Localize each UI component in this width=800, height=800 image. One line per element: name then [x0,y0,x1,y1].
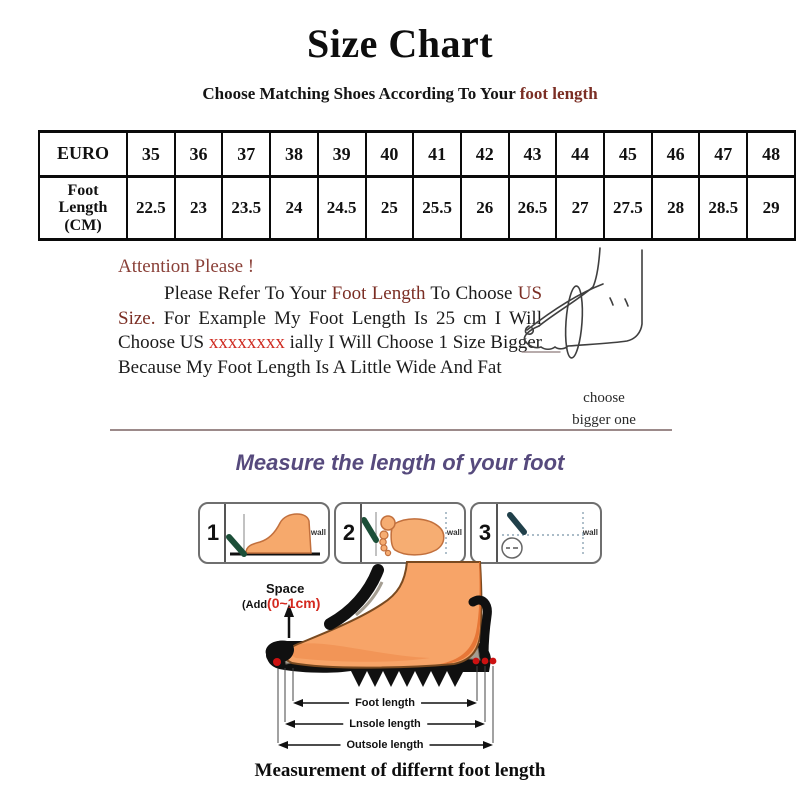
page-title: Size Chart [306,21,494,66]
size-cell: 37 [222,132,270,177]
size-cell: 24 [270,177,318,240]
row-header: Foot Length (CM) [39,177,127,240]
panel-step-1 [198,502,330,564]
outsole-length-label: Outsole length [341,739,430,751]
table-row [39,132,795,177]
subtitle-highlight: foot length [519,84,598,103]
panel2-number: 2 [342,520,356,545]
size-cell: 23.5 [222,177,270,240]
panel3-number: 3 [478,520,492,545]
size-cell: 38 [270,132,318,177]
size-cell: 28.5 [699,177,747,240]
measurement-illustration [230,560,570,760]
attention-segment: Foot Length [331,283,426,304]
attention-heading: Attention Please ! [118,256,255,277]
subtitle [0,84,800,104]
panel2-wall-label: wall [446,528,462,537]
panel2-separator [360,504,362,562]
size-table [38,130,796,241]
attention-segment: ially I Will Choose 1 Size Bigger Because My Foot Length Is A Little Wide And Fat [118,332,543,379]
size-cell: 25.5 [413,177,461,240]
section-divider [110,429,672,431]
size-cell: 41 [413,132,461,177]
size-table-body [39,132,795,240]
space-label-value: (0~1cm) [267,594,321,611]
attention-segment: To Choose [425,283,518,304]
size-cell: 36 [175,132,223,177]
panel1-separator [224,504,226,562]
size-cell: 44 [556,132,604,177]
space-label-line1: Space [266,581,305,596]
size-cell: 26 [461,177,509,240]
space-label [242,582,362,612]
size-cell: 25 [366,177,414,240]
size-cell: 46 [652,132,700,177]
measure-heading: Measure the length of your foot [235,450,565,475]
size-cell: 28 [652,177,700,240]
size-cell: 24.5 [318,177,366,240]
attention-segment: For Example My Foot Length Is 25 cm I Will Choose US [118,307,542,354]
panel-step-3 [470,502,602,564]
table-row [39,177,795,240]
attention-segment: xxxxxxxx [208,332,285,354]
subtitle-text: Choose Matching Shoes According To Your [202,84,520,103]
sketch-caption [545,388,663,432]
space-label-add: (Add [242,598,268,611]
row-header: EURO [39,132,127,177]
panel1-number: 1 [206,520,220,545]
panel-step-2 [334,502,466,564]
attention-paragraph [118,282,542,381]
size-cell: 27.5 [604,177,652,240]
footer-caption: Measurement of differnt foot length [254,760,546,781]
insole-length-label: Lnsole length [343,718,427,730]
size-cell: 22.5 [127,177,175,240]
foot-length-label: Foot length [349,697,421,709]
attention-segment: Please Refer To Your [164,283,332,304]
size-cell: 29 [747,177,795,240]
panel3-separator [496,504,498,562]
size-cell: 39 [318,132,366,177]
attention-block [118,256,542,381]
size-cell: 26.5 [509,177,557,240]
sketch-caption-line2: bigger one [572,411,636,428]
size-cell: 47 [699,132,747,177]
size-cell: 43 [509,132,557,177]
instruction-panels [198,502,602,564]
panel3-wall-label: wall [582,528,598,537]
foot-sketch-drawing [515,238,730,378]
sketch-caption-line1: choose [583,390,625,406]
size-cell: 45 [604,132,652,177]
size-cell: 48 [747,132,795,177]
attention-segment: US Size. [118,283,543,329]
size-cell: 40 [366,132,414,177]
size-cell: 35 [127,132,175,177]
size-cell: 23 [175,177,223,240]
size-cell: 42 [461,132,509,177]
size-cell: 27 [556,177,604,240]
panel1-wall-label: wall [310,528,326,537]
